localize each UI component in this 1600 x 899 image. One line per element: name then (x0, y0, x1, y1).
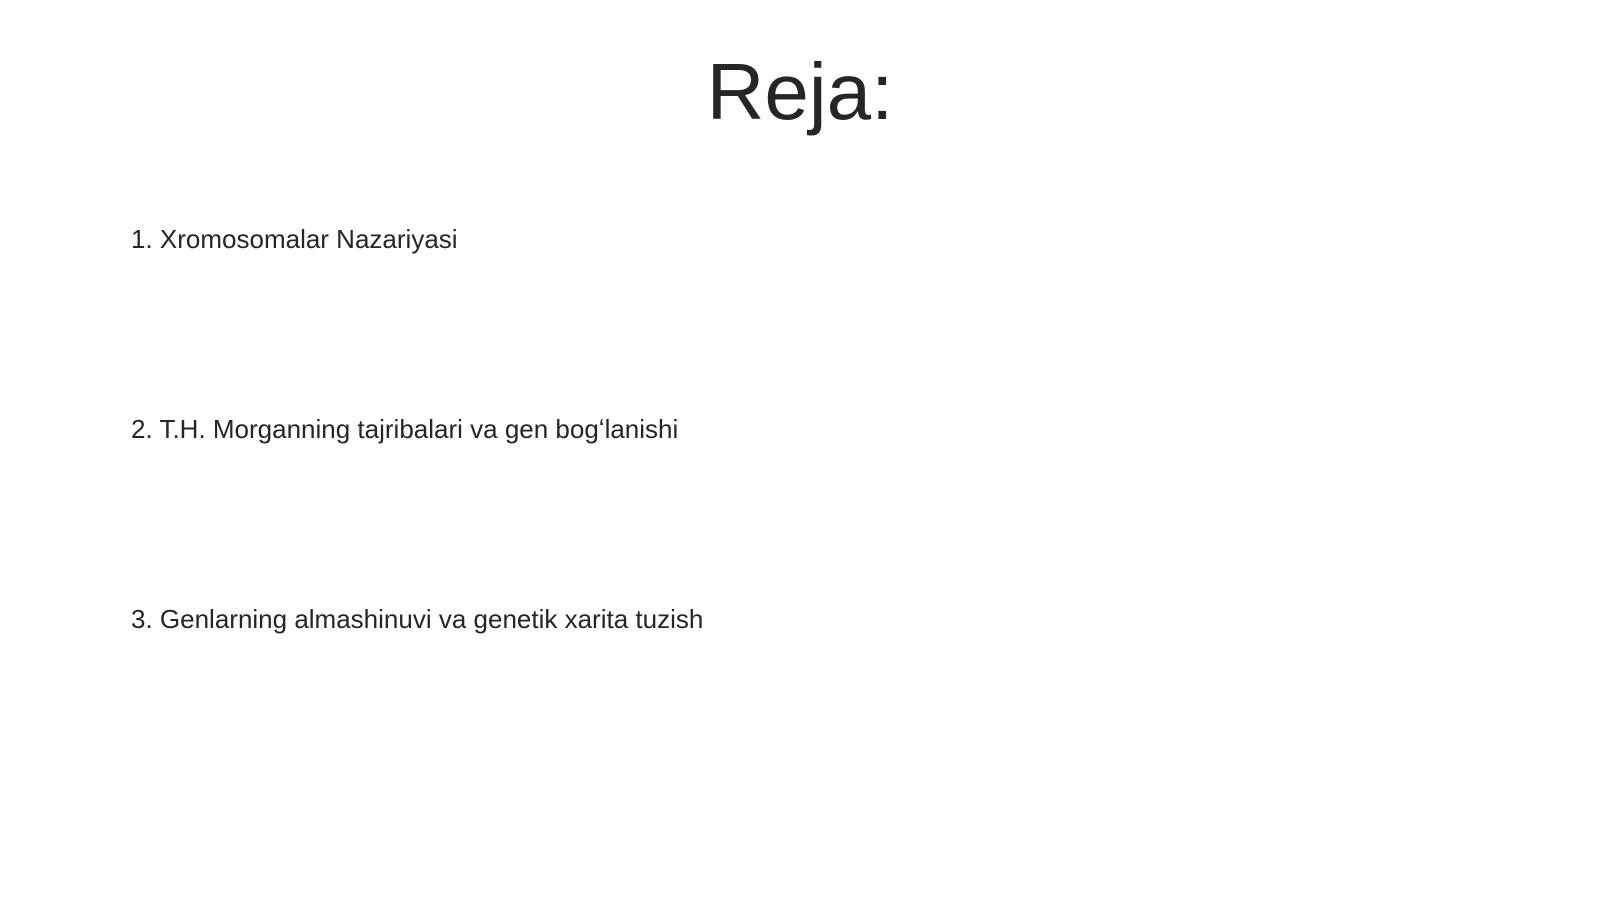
list-item: 1. Xromosomalar Nazariyasi (131, 224, 458, 254)
list-item: 3. Genlarning almashinuvi va genetik xarita tuzish (131, 604, 704, 634)
list-item: 2. T.H. Morganning tajribalari va gen bogʻlanishi (131, 414, 679, 444)
slide-title: Reja: (706, 47, 894, 136)
